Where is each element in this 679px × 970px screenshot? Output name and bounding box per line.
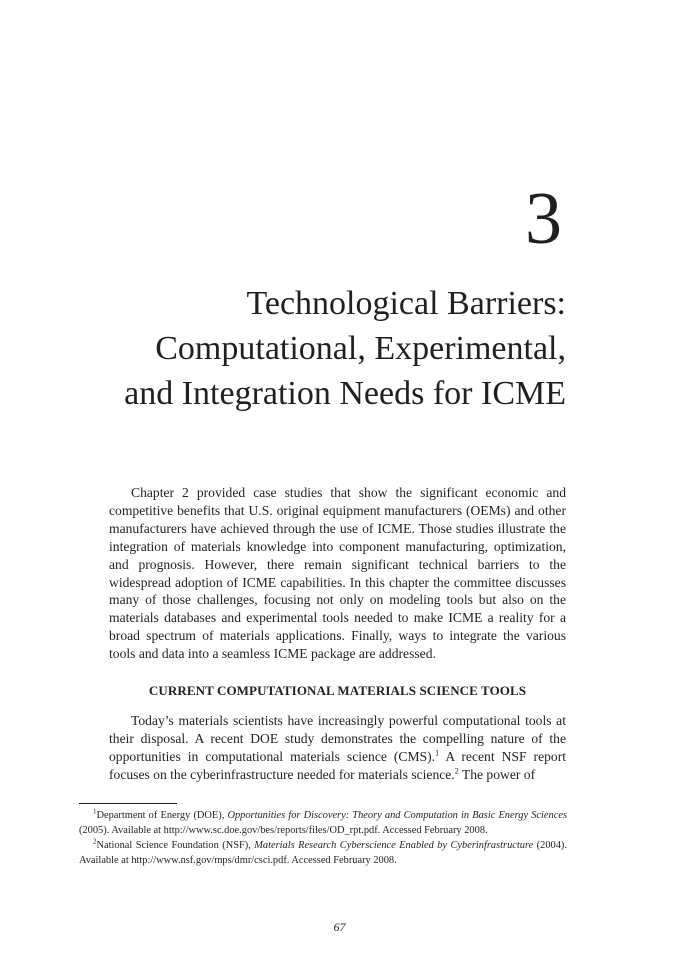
chapter-title-line: Computational, Experimental,	[155, 330, 566, 367]
page-number: 67	[333, 920, 346, 934]
chapter-title-line: Technological Barriers:	[246, 285, 566, 322]
footnote-title: Opportunities for Discovery: Theory and Computation in Basic Energy Sciences	[227, 810, 567, 821]
paragraph-text: Today’s materials scientists have increasingly powerful computational tools at their disposal. A recent DOE study demonstrates the compelling nature of the opportunities in computational materials science (CMS).	[109, 713, 566, 764]
footnote-text: (2005). Available at http://www.sc.doe.gov/bes/reports/files/OD_rpt.pdf. Accessed February 2008.	[79, 825, 488, 836]
footnote	[79, 808, 567, 838]
footnote-marker: 2	[93, 837, 97, 846]
section-heading: CURRENT COMPUTATIONAL MATERIALS SCIENCE TOOLS	[148, 683, 527, 698]
footnotes	[79, 808, 567, 868]
section-paragraph	[109, 712, 566, 784]
chapter-number: 3	[525, 178, 562, 260]
paragraph-text: The power of	[458, 766, 536, 782]
footnote	[79, 838, 567, 868]
footnote-text: Department of Energy (DOE),	[96, 810, 228, 821]
footnote-divider	[79, 803, 177, 804]
footnote-reference: 1	[435, 748, 440, 758]
footnote-reference: 2	[454, 766, 459, 776]
footnote-text: (2004). Available at http://www.nsf.gov/mps/dmr/csci.pdf. Accessed February 2008.	[79, 840, 567, 866]
footnote-title: Materials Research Cyberscience Enabled by Cyberinfrastructure	[254, 840, 534, 851]
chapter-title-line: and Integration Needs for ICME	[124, 375, 566, 412]
intro-paragraph: Chapter 2 provided case studies that show the significant economic and competitive benefits that U.S. original equipment manufacturers (OEMs) and other manufacturers have achieved through the use of ICME. Those studies illustrate the integration of materials knowledge into component manufacturing, optimization, and prognosis. However, there remain significant technical barriers to the widespread adoption of ICME capabilities. In this chapter the committee discusses many of those challenges, focusing not only on modeling tools but also on the materials databases and experimental tools needed to make ICME a reality for a broad spectrum of materials applications. Finally, ways to integrate the various tools and data into a seamless ICME package are addressed.	[109, 485, 566, 662]
footnote-marker: 1	[93, 807, 97, 816]
paragraph-text: A recent NSF report focuses on the cyberinfrastructure needed for materials science.	[109, 748, 566, 782]
footnote-text: National Science Foundation (NSF),	[96, 840, 255, 851]
chapter-title	[46, 281, 566, 416]
